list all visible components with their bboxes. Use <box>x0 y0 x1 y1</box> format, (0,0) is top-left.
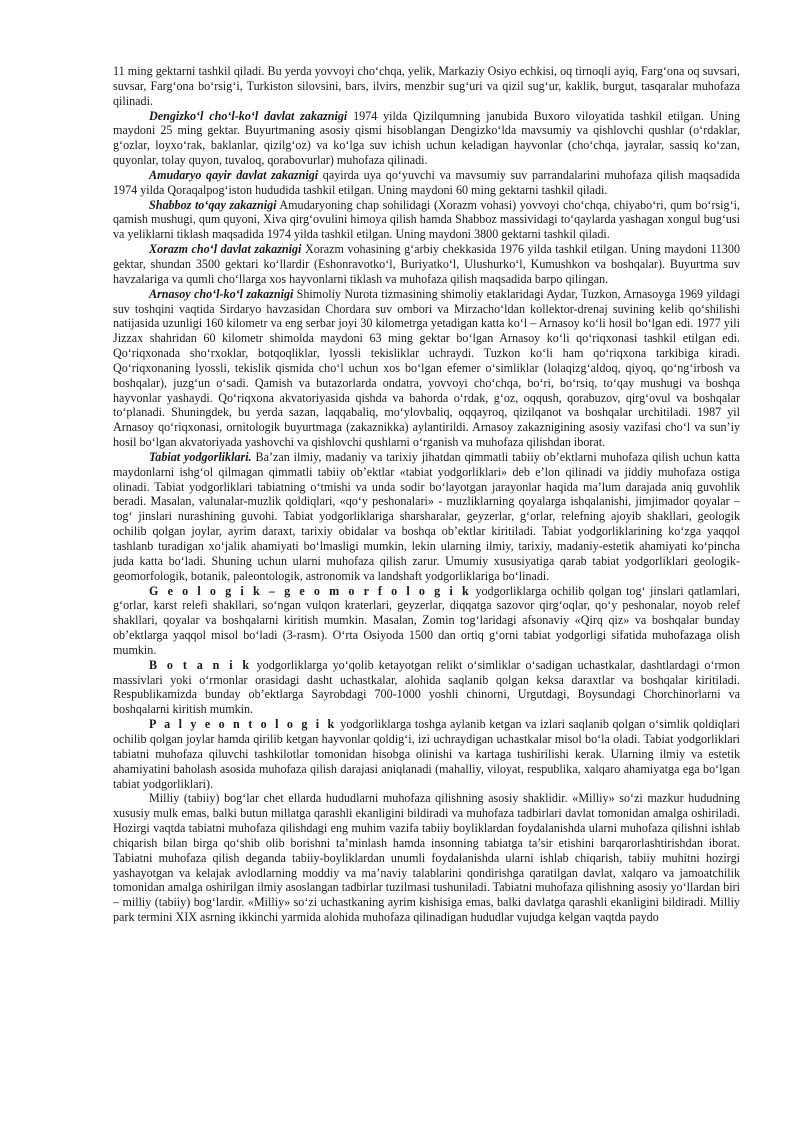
paragraph-text: yodgorliklarga yo‘qolib ketayotgan relikt o‘simliklar o‘sadigan uchastkalar, dashtlardagi o‘rmon massivlari yoki o‘rmonlar orasidagi dasht uchastkalar, alohida saqlanib qolgan keksa daraxtlar va boshqalar kiritiladi. Respublikamizda bunday ob’ektlarga Sayrobdagi 700-1000 yoshli chinorni, Urgutdagi, Boysundagi Chorchinorlarni va boshqalarni kiritish mumkin. <box>113 657 740 717</box>
section-heading: Tabiat yodgorliklari. <box>149 449 252 464</box>
section-heading: G e o l o g i k – g e o m o r f o l o g i k <box>149 583 472 598</box>
paragraph-milliy-boglar <box>113 791 740 925</box>
paragraph-geologik <box>113 584 740 658</box>
section-heading: Amudaryo qayir davlat zakaznigi <box>149 167 319 182</box>
paragraph-botanik <box>113 658 740 717</box>
section-heading: B o t a n i k <box>149 657 252 672</box>
paragraph-paleontologik <box>113 717 740 791</box>
paragraph-text: Xorazm vohasining g‘arbiy chekkasida 1976 yilda tashkil etilgan. Uning maydoni 11300 gektar, shundan 3500 gektari ko‘llardir (Eshonravotko‘l, Buriyatko‘l, Ulushurko‘l, Kumushkon va boshqalar). Buyurtma suv havzalariga va qumli cho‘llarga xos hayvonlarni tiklash va muhofaza qilish maqsadida barpo qilingan. <box>113 242 740 286</box>
paragraph-tabiat-yodgorliklari <box>113 450 740 584</box>
paragraph-text: Amudaryoning chap sohilidagi (Xorazm vohasi) yovvoyi cho‘chqa, chiyabo‘ri, qum bo‘rsig‘i, qamish mushugi, qum quyoni, Xiva qirg‘ovulini himoya qilish hamda Shabboz massividagi to‘qaylarda yashagan xongul bug‘usi va yeliklarni tiklash maqsadida 1974 yilda tashkil etilgan. Uning maydoni 3800 gektarni tashkil qiladi. <box>113 197 740 242</box>
paragraph-text: Shimoliy Nurota tizmasining shimoliy etaklaridagi Aydar, Tuzkon, Arnasoyga 1969 yildagi suv toshqini vaqtida Sirdaryo havzasidan Chordara suv ombori va Mirzacho‘ldan kollektor-drenaj suvining kelib qo‘shilishi natijasida uzunligi 160 kilometr va eng serbar joyi 30 kilometrga yetadigan katta ko‘l – Arnasoy ko‘li hosil bo‘lgan edi. 1977 yili Jizzax shahridan 60 kilometr shimolda maydoni 63 ming gektar bo‘lgan Arnasoy ko‘li qo‘riqxonasi tashkil etilgan edi. Qo‘riqxonada sho‘rxoklar, botqoqliklar, lyossli tekisliklar uchraydi. Tuzkon ko‘li ham qo‘riqxona tarkibiga kiradi. Qo‘riqxonaning lyossli, tekislik qismida cho‘l uchun xos bo‘lgan efemer o‘simliklar (lolaqizg‘aldoq, qiyoq, qo‘ng‘irbosh va boshqalar), juzg‘un o‘sadi. Qamish va butazorlarda ondatra, yovvoyi cho‘chqa, bo‘ri, bo‘rsiq, to‘qay mushugi va boshqa hayvonlar yashaydi. Qo‘riqxona akvatoriyasida qishda va bahorda o‘rdak, g‘oz, oqqush, qorabuzov, qirg‘ovul va boshqalar to‘planadi. Shuningdek, bu yerda sazan, laqqabaliq, mo‘ylovbaliq, oqqayroq, qizilqanot va boshqalar urchitiladi. 1987 yil Arnasoy qo‘riqxonasi, ornitologik buyurtmaga (zakaznikka) aylantirildi. Arnasoy zakaznigining asosiy vazifasi cho‘l va sun’iy hosil bo‘lgan akvatoriyada yashovchi va qishlovchi qushlarni o‘rganish va muhofaza qilishdan iborat. <box>113 286 740 450</box>
paragraph-text: qayirda uya qo‘yuvchi va mavsumiy suv parrandalarini muhofaza qilish maqsadida 1974 yilda Qoraqalpog‘iston hududida tashkil etilgan. Uning maydoni 60 ming gektarni tashkil qiladi. <box>113 167 740 197</box>
section-heading: Xorazm cho‘l davlat zakaznigi <box>149 242 302 257</box>
paragraph-shabboz <box>113 198 740 243</box>
paragraph-text: yodgorliklarga toshga aylanib ketgan va izlari saqlanib qolgan o‘simlik qoldiqlari ochilib qolgan joylar hamda qirilib ketgan hayvonlar qoldig‘i, izi uchraydigan uchastkalar misol bo‘la oladi. Tabiat yodgorliklari tabiatni muhofaza qiluvchi tashkilotlar tomonidan hisobga olinishi va kartaga tushirilishi kerak. Ularning ilmiy va estetik ahamiyatini baholash asosida muhofaza qilish darajasi aniqlanadi (mahalliy, viloyat, respublika, xalqaro ahamiyatga ega bo‘lgan tabiat yodgorliklari). <box>113 717 740 791</box>
paragraph-xorazm <box>113 242 740 287</box>
section-heading: Dengizko‘l cho‘l-ko‘l davlat zakaznigi <box>149 108 348 123</box>
paragraph-text: Ba’zan ilmiy, madaniy va tarixiy jihatdan qimmatli tabiiy ob’ektlarni muhofaza qilish uchun katta maydonlarni ishg‘ol qilmagan qimmatli tabiiy ob’ektlar «tabiat yodgorliklari» deb e’lon qilinadi va jiddiy muhofaza ostiga olinadi. Tabiat yodgorliklari tabiatning o‘tmishi va unda sodir bo‘layotgan jarayonlar haqida ma’lum darajada aniq guvohlik beradi. Masalan, valunalar-muzlik qoldiqlari, «qo‘y peshonalari» - muzliklarning qoyalarga ishqalanishi, jimjimador qoyalar – tog‘ jinslari nurashining guvohi. Tabiat yodgorliklariga sharsharalar, geyzerlar, g‘orlar, relefning ajoyib shakllari, geologik ochilib qolgan joylar, ayrim daraxt, tarixiy obidalar va boshqa ob’ektlar kiritiladi. Tabiat yodgorliklarining ko‘zga yaqqol tashlanb turadigan xo‘jalik ahamiyati bo‘lmasligi mumkin, lekin ularning ilmiy, tarixiy, madaniy-estetik ahamiyati ko‘pincha juda katta bo‘ladi. Shuning uchun ularni muhofaza qilish zarur. Umumiy xususiyatiga qarab tabiat yodgorliklari geologik-geomorfologik, botanik, paleontologik, astronomik va landshaft yodgorliklariga bo‘linadi. <box>113 449 741 583</box>
paragraph-intro <box>113 64 740 109</box>
paragraph-dengizkol <box>113 109 740 168</box>
paragraph-arnasoy <box>113 287 740 450</box>
paragraph-text: yodgorliklarga ochilib qolgan tog‘ jinslari qatlamlari, g‘orlar, karst relefi shakllari, so‘ngan vulqon kraterlari, geyzerlar, diqqatga sazovor qirg‘oqlar, qo‘y peshonalar, noyob relef shakllari, qoyalar va boshqalarni kiritish mumkin. Masalan, Zomin tog‘laridagi afsonaviy «Qirq qiz» va boshqalar bunday ob’ektlarga yaqqol misol bo‘ladi (3-rasm). O‘rta Osiyoda 1500 dan ortiq g‘orni tabiat yodgorligi sifatida muhofazaga olish mumkin. <box>113 583 740 657</box>
paragraph-text: 11 ming gektarni tashkil qiladi. Bu yerda yovvoyi cho‘chqa, yelik, Markaziy Osiyo echkisi, oq tirnoqli ayiq, Farg‘ona oq suvsari, suvsar, Farg‘ona bo‘rsig‘i, Turkiston silovsini, bars, ilvirs, menzbir sug‘uri va qizil sug‘ur, kaklik, burgut, tasqaralar muhofaza qilinadi. <box>113 64 740 108</box>
paragraph-text: 1974 yilda Qizilqumning janubida Buxoro viloyatida tashkil etilgan. Uning maydoni 25 ming gektar. Buyurtmaning asosiy qismi hisoblangan Dengizko‘lda mavsumiy va qishlovchi qushlar (o‘rdaklar, g‘ozlar, loyxo‘rak, baklanlar, qizilg‘oz) va ko‘lga suv ichish uchun keladigan hayvonlar (cho‘chqa, jayralar, sassiq ko‘zan, quyonlar, tolay quyon, tuvaloq, qorabovurlar) muhofaza qilinadi. <box>113 108 740 168</box>
section-heading: Arnasoy cho‘l-ko‘l zakaznigi <box>149 286 294 301</box>
section-heading: P a l y e o n t o l o g i k <box>149 717 337 732</box>
paragraph-text: Milliy (tabiiy) bog‘lar chet ellarda hududlarni muhofaza qilishning asosiy shaklidir. «Milliy» so‘zi mazkur hududning xususiy mulk emas, balki butun millatga qarashli ekanligini bildiradi va muhofaza tadbirlari davlat tomonidan amalga oshiriladi. Hozirgi vaqtda tabiatni muhofaza qilishdagi eng muhim vazifa tabiiy boyliklardan foydalanishda ularni muhofaza qilishni ishlab chiqarish bilan birga qo‘shib olib borishni ta’minlash hamda insonning tabiatga ta’sir etishini barqarorlashtirishdan iborat. Tabiatni muhofaza qilish deganda tabiiy-boyliklardan unumli foydalanishda ularni ishlab chiqarish, tabiiy muhitni hozirgi yashayotgan va kelajak avlodlarning moddiy va ma’naviy talablarini qondirishga qaratilgan davlat, xalqaro va jamoatchilik tomonidan amalga oshirilgan ilmiy asoslangan tadbirlar tuzilmasi tushuniladi. Tabiatni muhofaza qilishning asosiy yo‘llardan biri – milliy (tabiiy) bog‘lardir. «Milliy» so‘zi uchastkaning ayrim kishisiga emas, balki davlatga qarashli ekanligini bildiradi. Milliy park termini XIX asrning ikkinchi yarmida alohida muhofaza qilinadigan hududlar vujudga kelgan vaqtda paydo <box>113 791 741 925</box>
paragraph-amudaryo <box>113 168 740 198</box>
section-heading: Shabboz to‘qay zakaznigi <box>149 197 277 212</box>
